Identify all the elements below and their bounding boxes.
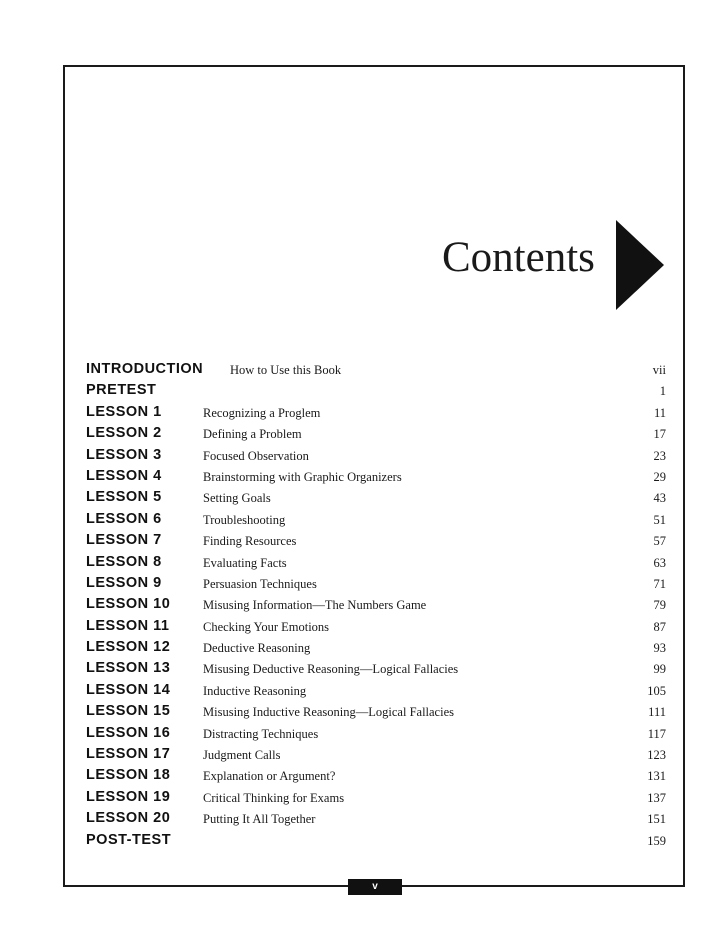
toc-entry [86,487,666,508]
toc-entry-label: LESSON 10 [86,596,171,613]
toc-entry [86,466,666,487]
toc-entry-label: LESSON 3 [86,446,162,463]
page-folio: v [348,879,402,895]
toc-entry-label: LESSON 17 [86,746,171,763]
toc-entry-page: 57 [653,534,666,549]
toc-entry-page: 111 [648,705,666,720]
toc-entry-label: LESSON 5 [86,489,162,506]
toc-entry-title: Focused Observation [203,448,309,463]
toc-entry [86,552,666,573]
toc-entry-page: 29 [653,469,666,484]
toc-entry-title: Finding Resources [203,534,297,549]
toc-entry-label: LESSON 20 [86,810,171,827]
toc-entry-label: INTRODUCTION [86,361,204,377]
toc-entry-label: LESSON 15 [86,703,171,720]
toc-entry [86,701,666,722]
toc-entry-title: Putting It All Together [203,812,316,827]
toc-entry-page: 11 [653,405,666,420]
toc-entry-page: 159 [647,833,666,848]
toc-entry-title: Misusing Deductive Reasoning—Logical Fallacies [203,662,459,677]
toc-entry [86,787,666,808]
toc-entry [86,402,666,423]
toc-entry-page: 123 [647,748,666,763]
toc-entry-page: vii [652,363,666,377]
toc-entry-title: Explanation or Argument? [203,769,336,784]
toc-entry [86,509,666,530]
toc-entry-page: 23 [653,448,666,463]
toc-entry-label: LESSON 12 [86,639,171,656]
toc-entry-title: Brainstorming with Graphic Organizers [203,469,402,484]
toc-entry-label: LESSON 7 [86,532,162,549]
toc-entry [86,359,666,380]
toc-entry [86,445,666,466]
toc-entry-title: How to Use this Book [230,363,342,377]
toc-entry-page: 105 [647,683,666,698]
toc-entry-label: LESSON 2 [86,425,162,442]
toc-entry-label: LESSON 1 [86,403,162,420]
toc-entry-label: LESSON 13 [86,660,171,677]
toc-entry-page: 87 [653,619,666,634]
toc-entry [86,530,666,551]
toc-entry-page: 1 [659,384,666,399]
toc-entry-label: PRETEST [86,382,157,399]
toc-entry-page: 151 [647,812,666,827]
toc-entry [86,723,666,744]
toc-entry-title: Distracting Techniques [203,726,319,741]
toc-entry-title: Misusing Information—The Numbers Game [203,598,427,613]
toc-entry-label: LESSON 18 [86,767,171,784]
toc-entry-title: Misusing Inductive Reasoning—Logical Fallacies [203,705,454,720]
toc-entry-page: 137 [647,790,666,805]
toc-entry-label: POST-TEST [86,831,172,848]
toc-entry-page: 43 [653,491,666,506]
toc-entry [86,744,666,765]
toc-entry-title: Checking Your Emotions [203,619,330,634]
toc-entry [86,830,666,851]
toc-entry [86,380,666,401]
toc-entry [86,594,666,615]
toc-entry [86,658,666,679]
toc-entry-page: 99 [653,662,666,677]
toc-entry-page: 93 [653,641,666,656]
toc-entry-title: Inductive Reasoning [203,683,307,698]
toc-entry-page: 51 [653,512,666,527]
toc-entry-page: 17 [653,427,666,442]
toc-entry-title: Critical Thinking for Exams [203,790,345,805]
toc-entry-title: Recognizing a Proglem [203,405,321,420]
toc-entry-title: Deductive Reasoning [203,641,311,656]
toc-entry-label: LESSON 4 [86,467,162,484]
toc-entry [86,808,666,829]
toc-entry-title: Judgment Calls [203,748,281,763]
toc-entry [86,765,666,786]
triangle-right-icon [616,220,664,310]
toc-entry-page: 117 [647,726,666,741]
toc-entry-title: Defining a Problem [203,427,302,442]
toc-entry [86,616,666,637]
toc-entry [86,680,666,701]
toc-entry-label: LESSON 11 [86,617,170,634]
toc-entry [86,423,666,444]
table-of-contents [86,359,666,851]
toc-entry-page: 79 [653,598,666,613]
toc-entry-title: Troubleshooting [203,512,286,527]
toc-entry-title: Evaluating Facts [203,555,287,570]
toc-entry-label: LESSON 19 [86,788,171,805]
toc-entry-page: 63 [653,555,666,570]
toc-entry-label: LESSON 8 [86,553,162,570]
toc-entry-label: LESSON 9 [86,574,162,591]
toc-entry [86,573,666,594]
toc-entry [86,637,666,658]
page-title: Contents [442,234,595,281]
toc-entry-label: LESSON 16 [86,724,171,741]
toc-entry-label: LESSON 14 [86,681,171,698]
toc-entry-title: Persuasion Techniques [203,576,317,591]
toc-entry-label: LESSON 6 [86,510,162,527]
toc-entry-title: Setting Goals [203,491,271,506]
toc-entry-page: 131 [647,769,666,784]
toc-entry-page: 71 [653,576,666,591]
